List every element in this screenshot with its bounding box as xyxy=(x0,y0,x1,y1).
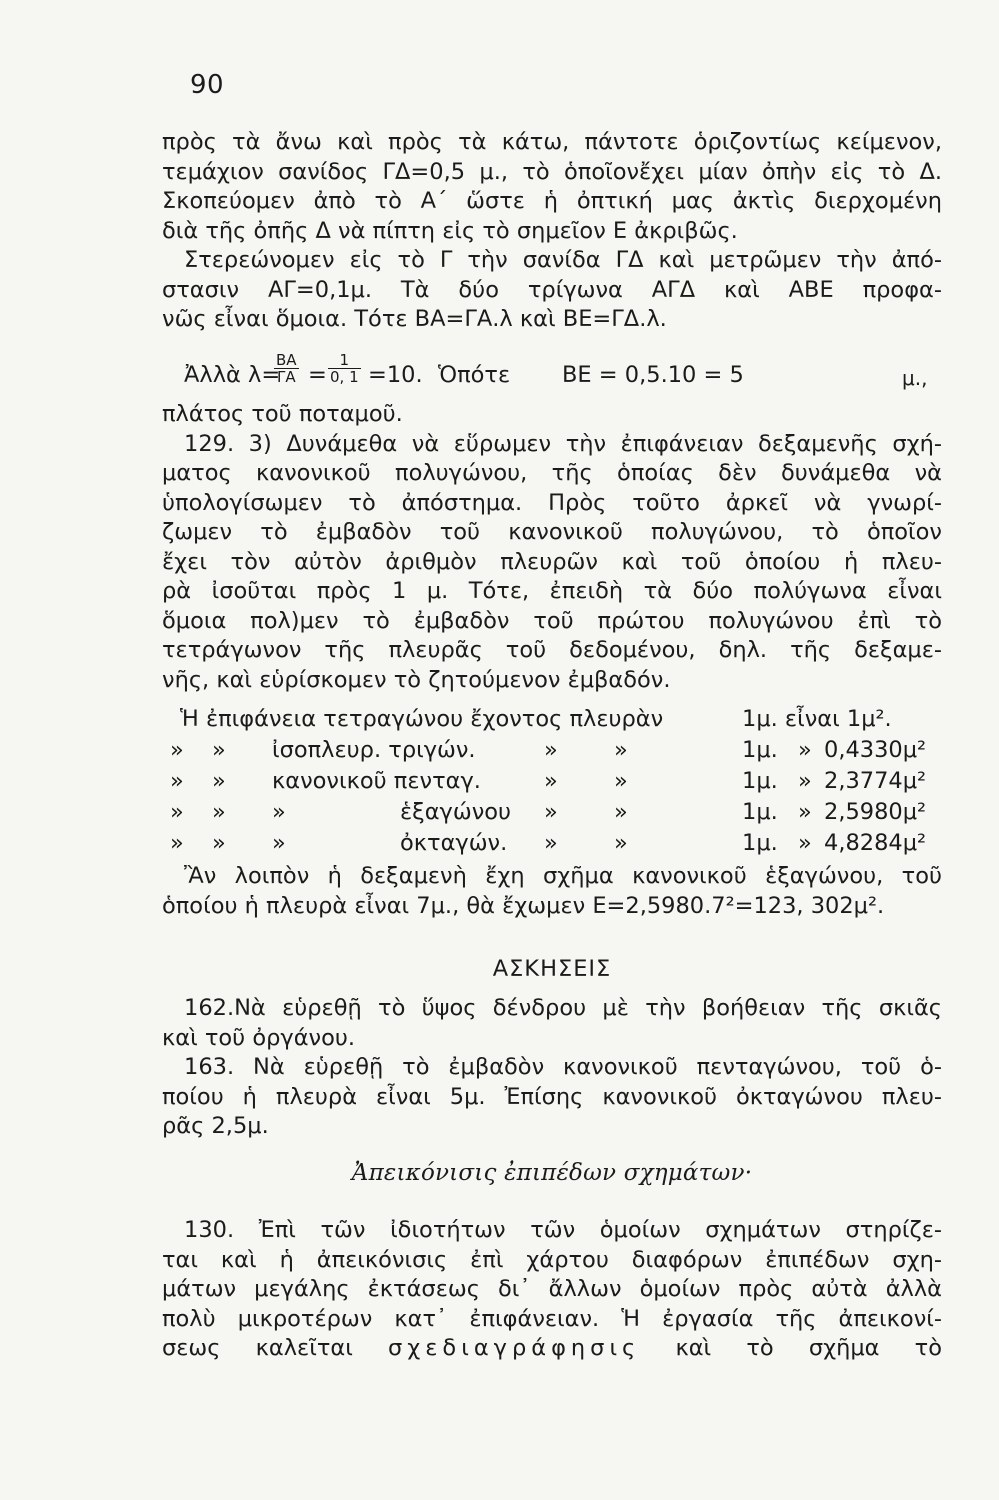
text-line: ὅμοια πολ)μεν τὸ ἐμβαδὸν τοῦ πρώτου πολυγώνου ἐπὶ τὸ xyxy=(162,607,942,634)
text-line: τετράγωνον τῆς πλευρᾶς τοῦ δεδομένου, δηλ. τῆς δεξαμε- xyxy=(162,637,942,663)
table-unit: 1μ. xyxy=(742,737,778,763)
text-line: πρὸς τὰ ἄνω καὶ πρὸς τὰ κάτω, πάντοτε ὁριζοντίως κείμενον, xyxy=(162,129,942,155)
table-unit: 1μ. xyxy=(742,799,778,825)
ditto-mark: » xyxy=(614,737,628,763)
ditto-mark: » xyxy=(212,737,226,763)
text-line: νῆς, καὶ εὑρίσκομεν τὸ ζητούμενον ἐμβαδόν. xyxy=(162,666,671,693)
text-line: μάτων μεγάλης ἐκτάσεως δι᾽ ἄλλων ὁμοίων πρὸς αὐτὰ ἀλλὰ xyxy=(162,1276,942,1302)
text-line: ποίου ἡ πλευρὰ εἶναι 5μ. Ἐπίσης κανονικοῦ ὀκταγώνου πλευ- xyxy=(162,1083,942,1110)
exercises-list xyxy=(162,994,942,1142)
text-line: νῶς εἶναι ὅμοια. Τότε ΒΑ=ΓΑ.λ καὶ ΒΕ=ΓΔ.λ. xyxy=(162,306,667,332)
text-line: Σκοπεύομεν ἀπὸ τὸ Α΄ ὥστε ἡ ὀπτική μας ἀκτὶς διερχομένη xyxy=(162,188,942,214)
formula-equals: = xyxy=(308,362,327,388)
table-row xyxy=(162,766,942,797)
text-line xyxy=(162,1334,942,1364)
text-line: Ἂν λοιπὸν ἡ δεξαμενὴ ἔχη σχῆμα κανονικοῦ ἑξαγώνου, τοῦ xyxy=(184,863,942,889)
text-line: Στερεώνομεν εἰς τὸ Γ τὴν σανίδα ΓΔ καὶ μετρῶμεν τὴν ἀπό- xyxy=(184,247,942,273)
paragraph-129 xyxy=(162,400,942,695)
section-heading: Ἀπεικόνισις ἐπιπέδων σχημάτων· xyxy=(351,1160,753,1186)
text-line: πλάτος τοῦ ποταμοῦ. xyxy=(162,401,403,427)
ditto-mark: » xyxy=(798,799,812,825)
table-row xyxy=(162,828,942,859)
fraction-denominator: 0, 1 xyxy=(330,368,359,386)
formula-result: ΒΕ = 0,5.10 = 5 xyxy=(562,362,744,388)
spaced-term: σχεδιαγράφησις xyxy=(388,1335,641,1361)
text-line: καὶ τοῦ ὀργάνου. xyxy=(162,1024,356,1051)
text-line: ζωμεν τὸ ἐμβαδὸν τοῦ κανονικοῦ πολυγώνου, τὸ ὁποῖον xyxy=(162,519,942,545)
text-line: ὁποίου ἡ πλευρὰ εἶναι 7μ., θὰ ἔχωμεν Ε=2,5980.7²=123, 302μ². xyxy=(162,892,885,919)
text-line: πολὺ μικροτέρων κατ᾽ ἐπιφάνειαν. Ἡ ἐργασία τῆς ἀπεικονί- xyxy=(162,1305,942,1332)
text-line: 129. 3) Δυνάμεθα νὰ εὕρωμεν τὴν ἐπιφάνειαν δεξαμενῆς σχή- xyxy=(184,430,942,457)
table-unit: 1μ. xyxy=(742,768,778,794)
text-line: ὑπολογίσωμεν τὸ ἀπόστημα. Πρὸς τοῦτο ἀρκεῖ νὰ γνωρί- xyxy=(162,489,942,516)
table-unit: 1μ. xyxy=(742,830,778,856)
ditto-mark: » xyxy=(544,737,558,763)
fraction-denominator: ΓΑ xyxy=(276,368,296,386)
ditto-mark: » xyxy=(614,799,628,825)
formula-unit: μ., xyxy=(902,366,928,390)
paragraph-130 xyxy=(162,1216,942,1364)
table-lead-text: Ἡ ἐπιφάνεια τετραγώνου ἔχοντος πλευρὰν xyxy=(180,706,664,732)
formula-then: Ὁπότε xyxy=(438,362,511,388)
text-line: στασιν ΑΓ=0,1μ. Τὰ δύο τρίγωνα ΑΓΔ καὶ ΑΒΕ προφα- xyxy=(162,276,942,303)
ditto-mark: » xyxy=(212,768,226,794)
text-line: ρὰ ἰσοῦται πρὸς 1 μ. Τότε, ἐπειδὴ τὰ δύο πολύγωνα εἶναι xyxy=(162,578,942,604)
ditto-mark: » xyxy=(544,768,558,794)
ditto-mark: » xyxy=(544,830,558,856)
fraction-ba-ga xyxy=(274,352,299,385)
table-shape: ἑξαγώνου xyxy=(400,799,512,825)
exercise-item: 163. Νὰ εὑρεθῇ τὸ ἐμβαδὸν κανονικοῦ πενταγώνου, τοῦ ὁ- xyxy=(184,1054,942,1080)
polygon-area-table xyxy=(162,704,942,859)
ditto-mark: » xyxy=(170,830,184,856)
exercises-heading: ΑΣΚΗΣΕΙΣ xyxy=(492,956,612,982)
table-value: 2,5980μ² xyxy=(824,799,927,825)
table-row xyxy=(162,735,942,766)
text-segment: σεως καλεῖται xyxy=(162,1335,353,1361)
fraction-numerator: ΒΑ xyxy=(276,351,297,369)
formula-prefix: Ἀλλὰ λ= xyxy=(184,362,281,388)
paragraph-continuation xyxy=(162,128,942,335)
ditto-mark: » xyxy=(212,830,226,856)
formula-equals-ten: =10. xyxy=(368,362,423,388)
ditto-mark: » xyxy=(798,830,812,856)
table-shape: ὀκταγών. xyxy=(400,830,508,856)
table-row xyxy=(162,704,942,735)
fraction-one-over-tenth xyxy=(328,352,361,385)
table-value: 4,8284μ² xyxy=(824,830,927,856)
exercise-item: 162.Νὰ εὑρεθῇ τὸ ὕψος δένδρου μὲ τὴν βοήθειαν τῆς σκιᾶς xyxy=(184,995,942,1021)
ditto-mark: » xyxy=(272,799,286,825)
ditto-mark: » xyxy=(272,830,286,856)
text-line: διὰ τῆς ὀπῆς Δ νὰ πίπτη εἰς τὸ σημεῖον Ε ἀκριβῶς. xyxy=(162,217,738,244)
ditto-mark: » xyxy=(212,799,226,825)
ditto-mark: » xyxy=(544,799,558,825)
text-line: ἔχει τὸν αὐτὸν ἀριθμὸν πλευρῶν καὶ τοῦ ὁποίου ἡ πλευ- xyxy=(162,548,942,575)
table-unit: 1μ. εἶναι 1μ². xyxy=(742,706,892,732)
text-line: ματος κανονικοῦ πολυγώνου, τῆς ὁποίας δὲν δυνάμεθα νὰ xyxy=(162,460,942,486)
text-line: τεμάχιον σανίδος ΓΔ=0,5 μ., τὸ ὁποῖονἔχει μίαν ὀπὴν εἰς τὸ Δ. xyxy=(162,158,942,185)
ditto-mark: » xyxy=(798,768,812,794)
ditto-mark: » xyxy=(170,799,184,825)
text-segment: καὶ τὸ σχῆμα τὸ xyxy=(675,1335,942,1361)
text-line: ρᾶς 2,5μ. xyxy=(162,1113,269,1139)
page-number: 90 xyxy=(190,70,225,100)
text-line: 130. Ἐπὶ τῶν ἰδιοτήτων τῶν ὁμοίων σχημάτων στηρίζε- xyxy=(184,1217,942,1243)
ditto-mark: » xyxy=(170,768,184,794)
ditto-mark: » xyxy=(614,768,628,794)
fraction-numerator: 1 xyxy=(328,352,361,369)
table-shape: ἰσοπλευρ. τριγών. xyxy=(272,737,476,763)
text-line: ται καὶ ἡ ἀπεικόνισις ἐπὶ χάρτου διαφόρων ἐπιπέδων σχη- xyxy=(162,1246,942,1273)
ditto-mark: » xyxy=(614,830,628,856)
paragraph-example xyxy=(162,862,942,921)
table-shape: κανονικοῦ πενταγ. xyxy=(272,768,481,794)
table-value: 0,4330μ² xyxy=(824,737,927,763)
table-row xyxy=(162,797,942,828)
ditto-mark: » xyxy=(798,737,812,763)
table-value: 2,3774μ² xyxy=(824,768,927,794)
ditto-mark: » xyxy=(170,737,184,763)
